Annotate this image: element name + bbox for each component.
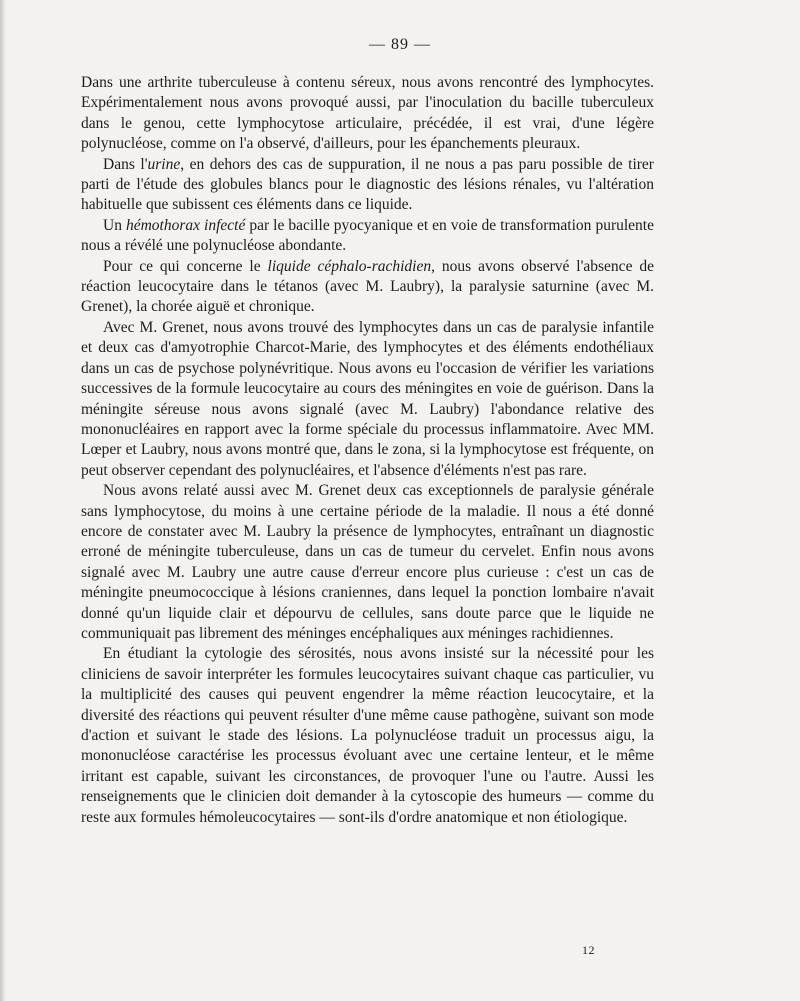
signature-mark: 12 <box>582 943 595 957</box>
paragraph-text: Dans l' <box>103 155 148 173</box>
paragraph <box>81 481 654 644</box>
italic-term: hémothorax infecté <box>125 216 246 234</box>
paragraph-text: Nous avons relaté aussi avec M. Grenet deux cas exceptionnels de paralysie générale sans lymphocytose, du moins à une certaine période de la maladie. Il nous a été donné encore de constater avec M. Laubry la présence de lymphocytes, entraînant un diagnostic erroné de méningite tuberculeuse, dans un cas de tumeur du cervelet. Enfin nous avons signalé avec M. Laubry une autre cause d'erreur encore plus curieuse : c'est un cas de méningite pneumococcique à lésions craniennes, dans lequel la ponction lombaire n'avait donné qu'un liquide clair et dépourvu de cellules, sans doute parce que le liquide ne communiquait pas librement des méninges encéphaliques aux méninges rachidiennes. <box>81 482 654 642</box>
paragraph-text: Pour ce qui concerne le <box>103 257 268 275</box>
italic-term: urine <box>147 155 181 173</box>
paragraph-text: , en dehors des cas de suppuration, il ne nous a pas paru possible de tirer parti de l'étude des globules blancs pour le diagnostic des lésions rénales, vu l'altération habituelle que subissent ces éléments dans ce liquide. <box>81 155 654 214</box>
paragraph <box>81 73 654 155</box>
paragraph-text: Dans une arthrite tuberculeuse à contenu séreux, nous avons rencontré des lymphocytes. Expérimentalement nous avons provoqué aussi, par l'inoculation du bacille tuberculeux dans le genou, cette lymphocytose articulaire, précédée, il est vrai, d'une légère polynucléose, comme on l'a observé, d'ailleurs, pour les épanchements pleuraux. <box>81 74 654 153</box>
paragraph <box>81 644 654 828</box>
body-text <box>81 73 654 828</box>
paragraph-text: par le bacille pyocyanique et en voie de transformation purulente nous a révélé une polynucléose abondante. <box>81 216 654 255</box>
paragraph <box>81 257 654 318</box>
page-number: — 89 — <box>369 36 431 53</box>
paragraph <box>81 318 654 481</box>
paragraph <box>81 155 654 216</box>
paragraph <box>81 216 654 257</box>
paragraph-text: Avec M. Grenet, nous avons trouvé des lymphocytes dans un cas de paralysie infantile et deux cas d'amyotrophie Charcot-Marie, des lymphocytes et des éléments endothéliaux dans un cas de psychose polynévritique. Nous avons eu l'occasion de vérifier les variations successives de la formule leucocytaire au cours des méningites en voie de guérison. Dans la méningite séreuse nous avons signalé (avec M. Laubry) l'abondance relative des mononucléaires en rapport avec la forme spéciale du processus inflammatoire. Avec MM. Lœper et Laubry, nous avons montré que, dans le zona, si la lymphocytose est fréquente, on peut observer cependant des polynucléaires, et l'absence d'éléments n'est pas rare. <box>81 318 654 479</box>
paragraph-text: En étudiant la cytologie des sérosités, nous avons insisté sur la nécessité pour les cliniciens de savoir interpréter les formules leucocytaires suivant chaque cas particulier, vu la multiplicité des causes qui peuvent engendrer la même réaction leucocytaire, et la diversité des réactions qui peuvent résulter d'une même cause pathogène, suivant son mode d'action et suivant le stade des lésions. La polynucléose traduit un processus aigu, la mononucléose caractérise les processus évoluant avec une certaine lenteur, et le même irritant est capable, suivant les circonstances, de provoquer l'une ou l'autre. Aussi les renseignements que le clinicien doit demander à la cytoscopie des humeurs — comme du reste aux formules hémoleucocytaires — sont-ils d'ordre anatomique et non étiologique. <box>81 645 654 826</box>
paragraph-text: , nous avons observé l'absence de réaction leucocytaire dans le tétanos (avec M. Laubry), la paralysie saturnine (avec M. Grenet), la chorée aiguë et chronique. <box>81 257 654 316</box>
paragraph-text: Un <box>103 216 126 234</box>
page-edge-shadow <box>0 0 6 1001</box>
italic-term: liquide céphalo-rachidien <box>267 257 432 275</box>
